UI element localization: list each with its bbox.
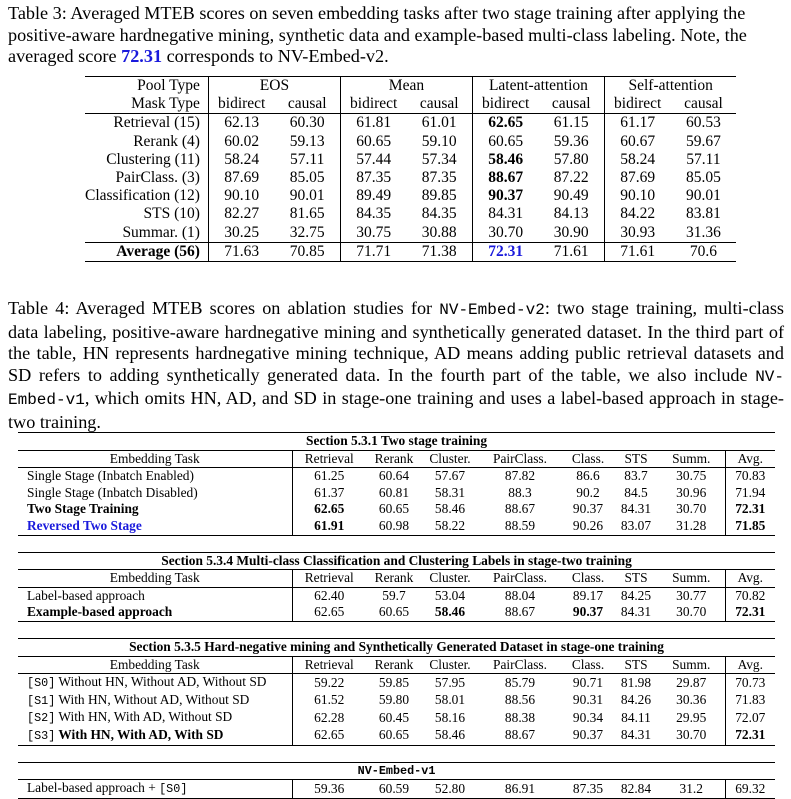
average-cell: 71.63 (208, 242, 274, 261)
score-cell: 58.24 (224, 150, 260, 168)
table4-caption-text: , which omits HN, AD, and SD in stage-one training and uses a label-based approach in stage-two training. (8, 388, 784, 432)
score-cell: 81.65 (274, 205, 340, 223)
table4-row (18, 587, 775, 604)
table4-row (18, 780, 775, 799)
average-cell: 70.6 (670, 242, 736, 261)
row-label: Rerank (4) (85, 133, 208, 151)
score-cell: 90.49 (538, 187, 604, 205)
section-title: NV-Embed-v1 (18, 762, 775, 780)
column-header: PairClass. (478, 570, 562, 588)
section-spacer (18, 621, 775, 638)
score-cell: 84.25 (614, 587, 658, 604)
table3-row (85, 114, 736, 133)
column-header: Class. (562, 570, 614, 588)
section-title-row (18, 638, 775, 656)
column-header: Cluster. (422, 450, 478, 468)
score-cell: 89.85 (406, 187, 472, 205)
average-link[interactable]: 72.31 (472, 242, 538, 261)
score-cell: 60.65 (366, 604, 422, 621)
pool-eos: EOS (208, 77, 340, 96)
score-cell: 61.25 (292, 468, 366, 485)
score-cell: 30.90 (538, 224, 604, 243)
mask-cell: bidirect (482, 95, 530, 113)
score-cell: 84.13 (538, 205, 604, 223)
score-cell: 87.35 (562, 780, 614, 799)
column-header: Retrieval (292, 570, 366, 588)
score-cell: 90.37 (562, 604, 614, 621)
score-cell: 85.05 (686, 169, 721, 187)
score-cell: 84.31 (620, 501, 652, 517)
stage-tag: [S1] (27, 693, 56, 708)
score-cell: 31.36 (686, 223, 721, 241)
table4-row (18, 727, 775, 745)
score-cell: 59.13 (274, 133, 340, 151)
column-header: Summ. (658, 450, 725, 468)
column-header: Retrieval (292, 450, 366, 468)
score-cell: 62.40 (292, 587, 366, 604)
score-cell: 58.46 (422, 604, 478, 621)
score-cell: 84.31 (614, 727, 658, 745)
score-cell: 90.10 (224, 187, 260, 205)
score-cell: 59.67 (686, 132, 721, 150)
table3-row (85, 133, 736, 151)
mask-cell: causal (406, 95, 472, 114)
score-cell: 83.07 (614, 518, 658, 535)
mask-cell: causal (538, 95, 604, 114)
row-label (18, 674, 292, 692)
score-cell: 60.30 (274, 114, 340, 133)
score-cell: 30.25 (224, 223, 260, 241)
column-header-row (18, 450, 775, 468)
mask-cell: bidirect (218, 95, 266, 113)
table3-row (85, 187, 736, 205)
score-cell: 60.59 (366, 780, 422, 799)
score-cell: 58.31 (434, 484, 466, 500)
score-cell: 30.75 (658, 468, 725, 485)
label-text: Two Stage Training (27, 501, 139, 517)
spacer-cell (18, 535, 775, 552)
score-cell: 88.67 (478, 727, 562, 745)
pool-self-attention: Self-attention (604, 77, 736, 96)
score-cell: 87.35 (406, 169, 472, 187)
score-cell: 72.31 (725, 501, 775, 518)
score-cell: 88.56 (504, 692, 536, 708)
score-cell: 30.70 (658, 727, 725, 745)
score-cell: 62.13 (208, 114, 274, 133)
section-title-row (18, 762, 775, 780)
score-cell: 70.73 (725, 674, 775, 692)
label-text: Single Stage (Inbatch Enabled) (27, 468, 194, 484)
table3-row (85, 151, 736, 169)
column-header: Rerank (366, 656, 422, 674)
score-cell: 58.01 (434, 692, 466, 708)
table3-row (85, 205, 736, 223)
score-cell: 30.36 (676, 692, 707, 708)
score-cell: 88.67 (504, 501, 536, 517)
score-cell: 84.35 (406, 205, 472, 223)
row-label (18, 587, 292, 604)
score-cell: 90.37 (572, 501, 604, 517)
column-header: STS (614, 656, 658, 674)
score-cell: 62.65 (292, 727, 366, 745)
table3-row (85, 169, 736, 187)
score-cell: 58.46 (422, 727, 478, 745)
score-cell: 30.70 (488, 223, 524, 241)
score-cell: 60.65 (366, 727, 422, 745)
section-title-row (18, 552, 775, 570)
score-cell: 88.3 (508, 484, 532, 500)
score-cell: 29.95 (676, 709, 707, 725)
column-header-row (18, 656, 775, 674)
score-cell: 52.80 (422, 780, 478, 799)
score-cell: 72.07 (725, 709, 775, 727)
score-cell: 82.84 (614, 780, 658, 799)
row-label (18, 692, 292, 710)
score-cell: 71.94 (725, 485, 775, 502)
score-cell: 84.31 (488, 205, 524, 223)
score-cell: 82.27 (224, 205, 260, 223)
row-label: STS (10) (85, 205, 208, 223)
score-cell: 62.65 (472, 114, 538, 133)
column-header: Class. (562, 656, 614, 674)
column-header: Embedding Task (18, 656, 292, 674)
pool-type-label: Pool Type (85, 77, 208, 96)
label-text: Label-based approach + (27, 780, 160, 796)
stage-tag: [S0] (159, 782, 188, 797)
score-cell: 57.80 (538, 151, 604, 169)
label-text: With HN, Without AD, Without SD (55, 691, 250, 707)
section-title: Section 5.3.4 Multi-class Classification and Clustering Labels in stage-two training (18, 552, 775, 570)
section-title-row (18, 433, 775, 451)
row-label: Classification (12) (85, 187, 208, 205)
score-cell: 59.85 (366, 674, 422, 692)
score-cell: 57.11 (686, 150, 721, 168)
column-header-row (18, 570, 775, 588)
table3-caption-suffix: corresponds to NV-Embed-v2. (162, 46, 389, 66)
column-header: Embedding Task (18, 450, 292, 468)
score-cell: 90.71 (562, 674, 614, 692)
column-header: Summ. (658, 570, 725, 588)
score-cell: 61.15 (538, 114, 604, 133)
row-label (18, 501, 292, 518)
score-cell: 30.70 (676, 501, 707, 517)
column-header: Cluster. (422, 570, 478, 588)
score-cell: 30.96 (676, 484, 707, 500)
score-cell: 62.28 (314, 709, 345, 725)
score-cell: 84.26 (620, 692, 652, 708)
table4-row (18, 692, 775, 710)
column-header: STS (614, 570, 658, 588)
table4 (18, 432, 775, 799)
score-cell: 58.46 (434, 501, 466, 517)
score-cell: 58.24 (620, 150, 656, 168)
score-cell: 87.82 (478, 468, 562, 485)
score-cell: 62.65 (292, 604, 366, 621)
score-cell: 61.81 (340, 114, 406, 133)
score-cell: 87.69 (620, 169, 656, 187)
table4-row (18, 709, 775, 727)
column-header: Class. (562, 450, 614, 468)
pool-latent-attention: Latent-attention (472, 77, 604, 96)
score-cell: 84.31 (614, 604, 658, 621)
table4-caption-model-v1: NV-Embed-v1 (8, 367, 784, 409)
row-label (18, 727, 292, 745)
stage-tag: [S2] (27, 711, 56, 726)
score-cell: 88.04 (478, 587, 562, 604)
mask-cell: causal (274, 95, 340, 114)
table3-caption (8, 3, 784, 68)
table3-row (85, 224, 736, 243)
table4-caption-text: : two stage training, multi-class data labeling, positive-aware hardnegative mining and synthetically generated dataset. In the third part of the table, HN represents hardnegative mining technique, AD means adding public retrieval datasets and SD refers to adding synthetically generated data. In the fourth part of the table, we also include (8, 298, 784, 385)
score-cell: 58.16 (434, 709, 466, 725)
score-cell: 30.93 (620, 223, 656, 241)
label-text: Without HN, Without AD, Without SD (55, 674, 267, 690)
row-label (18, 468, 292, 485)
column-header: Embedding Task (18, 570, 292, 588)
score-cell: 60.67 (620, 132, 656, 150)
score-cell: 58.22 (422, 518, 478, 535)
mask-cell: bidirect (614, 95, 662, 113)
row-label (18, 518, 292, 535)
score-cell: 72.31 (725, 604, 775, 621)
stage-tag: [S0] (27, 676, 56, 691)
score-cell: 84.5 (624, 484, 648, 500)
table4-row (18, 674, 775, 692)
score-cell: 90.34 (572, 709, 604, 725)
score-cell: 62.65 (314, 501, 345, 517)
label-text: Example-based approach (27, 604, 173, 620)
average-label: Average (56) (85, 242, 208, 261)
score-cell: 90.10 (620, 187, 656, 205)
mask-type-label: Mask Type (85, 95, 208, 114)
section-spacer (18, 745, 775, 762)
score-cell: 59.36 (292, 780, 366, 799)
average-cell: 71.71 (340, 242, 406, 261)
score-cell: 90.01 (274, 187, 340, 205)
score-cell: 61.91 (292, 518, 366, 535)
table4-row (18, 604, 775, 621)
score-cell: 89.49 (356, 187, 392, 205)
table4-row (18, 468, 775, 485)
table3-body (85, 114, 736, 262)
row-label: PairClass. (3) (85, 169, 208, 187)
table4-row (18, 485, 775, 502)
score-cell: 72.31 (725, 727, 775, 745)
table3-header-mask (85, 95, 736, 114)
average-cell: 71.61 (604, 242, 670, 261)
column-header: Avg. (725, 570, 775, 588)
score-cell: 59.36 (538, 133, 604, 151)
score-cell: 59.80 (378, 692, 410, 708)
row-label (18, 485, 292, 502)
score-cell: 84.35 (356, 205, 392, 223)
score-cell: 89.17 (562, 587, 614, 604)
table4-caption-text: Table 4: Averaged MTEB scores on ablation studies for (8, 298, 440, 318)
section-spacer (18, 535, 775, 552)
score-cell: 29.87 (658, 674, 725, 692)
column-header: STS (614, 450, 658, 468)
score-cell: 70.82 (725, 587, 775, 604)
pool-mean: Mean (340, 77, 472, 96)
label-text: Single Stage (Inbatch Disabled) (27, 484, 198, 500)
score-cell: 85.05 (274, 169, 340, 187)
table4-body (18, 433, 775, 799)
score-cell: 88.38 (504, 709, 536, 725)
label-text: Label-based approach (27, 587, 145, 603)
score-cell: 90.31 (572, 692, 604, 708)
table3-average-row (85, 242, 736, 261)
column-header: Cluster. (422, 656, 478, 674)
score-cell: 60.02 (224, 132, 260, 150)
score-cell: 30.75 (356, 223, 392, 241)
reversed-two-stage-link[interactable]: Reversed Two Stage (27, 517, 142, 533)
table3-header-pool (85, 77, 736, 96)
column-header: Summ. (658, 656, 725, 674)
row-label: Summar. (1) (85, 224, 208, 243)
row-label: Clustering (11) (85, 151, 208, 169)
spacer-cell (18, 745, 775, 762)
score-cell: 71.85 (725, 518, 775, 535)
average-cell: 71.38 (406, 242, 472, 261)
average-cell: 71.61 (538, 242, 604, 261)
score-cell: 57.34 (406, 151, 472, 169)
score-cell: 69.32 (725, 780, 775, 799)
score-cell: 61.52 (314, 692, 345, 708)
column-header: Retrieval (292, 656, 366, 674)
score-cell: 59.7 (366, 587, 422, 604)
stage-tag: [S3] (27, 728, 56, 743)
score-cell: 87.35 (356, 169, 392, 187)
score-cell: 90.37 (488, 187, 524, 205)
score-cell: 71.83 (725, 692, 775, 710)
label-text: With HN, With AD, Without SD (55, 709, 233, 725)
table3-caption-text: Table 3: Averaged MTEB scores on seven embedding tasks after two stage training after applying the positive-aware hardnegative mining, synthetic data and example-based multi-class labeling. Note, the averaged score (8, 3, 747, 66)
score-cell: 86.91 (478, 780, 562, 799)
score-cell: 30.70 (658, 604, 725, 621)
average-cell: 70.85 (274, 242, 340, 261)
score-cell: 30.77 (658, 587, 725, 604)
row-label (18, 604, 292, 621)
score-cell: 60.65 (488, 132, 524, 150)
score-cell: 58.46 (488, 150, 524, 168)
section-title: Section 5.3.1 Two stage training (18, 433, 775, 451)
score-cell: 87.22 (538, 169, 604, 187)
score-cell: 61.01 (406, 114, 472, 133)
column-header: Avg. (725, 656, 775, 674)
column-header: PairClass. (478, 656, 562, 674)
row-label (18, 780, 292, 799)
column-header: Rerank (366, 570, 422, 588)
mask-cell: causal (684, 95, 723, 113)
row-label: Retrieval (15) (85, 114, 208, 133)
score-cell: 60.98 (366, 518, 422, 535)
score-cell: 60.64 (366, 468, 422, 485)
table4-row (18, 518, 775, 535)
mask-cell: bidirect (350, 95, 398, 113)
score-cell: 70.83 (725, 468, 775, 485)
score-cell: 57.44 (356, 150, 392, 168)
spacer-cell (18, 621, 775, 638)
score-cell: 60.81 (378, 484, 410, 500)
score-cell: 87.69 (224, 169, 260, 187)
score-cell: 60.45 (378, 709, 410, 725)
score-cell: 31.2 (658, 780, 725, 799)
table3 (85, 76, 736, 262)
score-cell: 60.65 (356, 132, 392, 150)
score-cell: 81.98 (614, 674, 658, 692)
table4-caption (8, 298, 784, 433)
score-cell: 88.67 (488, 169, 524, 187)
score-cell: 57.67 (422, 468, 478, 485)
score-cell: 61.37 (314, 484, 345, 500)
column-header: PairClass. (478, 450, 562, 468)
score-cell: 86.6 (562, 468, 614, 485)
table4-caption-model: NV-Embed-v2 (439, 301, 545, 319)
score-cell: 59.10 (406, 133, 472, 151)
score-cell: 60.65 (378, 501, 410, 517)
score-cell: 61.17 (604, 114, 670, 133)
score-cell: 83.81 (686, 205, 721, 223)
score-cell: 90.37 (562, 727, 614, 745)
score-cell: 57.95 (422, 674, 478, 692)
score-cell: 90.01 (686, 187, 721, 205)
score-cell: 85.79 (478, 674, 562, 692)
score-cell: 57.11 (274, 151, 340, 169)
column-header: Avg. (725, 450, 775, 468)
score-cell: 84.11 (621, 709, 651, 725)
table4-wrapper (18, 432, 775, 799)
score-cell: 60.53 (670, 114, 736, 133)
score-cell: 30.88 (406, 224, 472, 243)
section-title: Section 5.3.5 Hard-negative mining and Synthetically Generated Dataset in stage-one training (18, 638, 775, 656)
score-cell: 53.04 (422, 587, 478, 604)
score-cell: 31.28 (658, 518, 725, 535)
score-cell: 88.59 (478, 518, 562, 535)
table3-caption-highlight[interactable]: 72.31 (121, 46, 163, 66)
score-cell: 88.67 (478, 604, 562, 621)
score-cell: 90.2 (576, 484, 600, 500)
score-cell: 90.26 (562, 518, 614, 535)
table4-row (18, 501, 775, 518)
label-text: With HN, With AD, With SD (55, 726, 224, 742)
row-label (18, 709, 292, 727)
column-header: Rerank (366, 450, 422, 468)
score-cell: 83.7 (614, 468, 658, 485)
score-cell: 84.22 (620, 205, 656, 223)
score-cell: 59.22 (292, 674, 366, 692)
score-cell: 32.75 (274, 224, 340, 243)
